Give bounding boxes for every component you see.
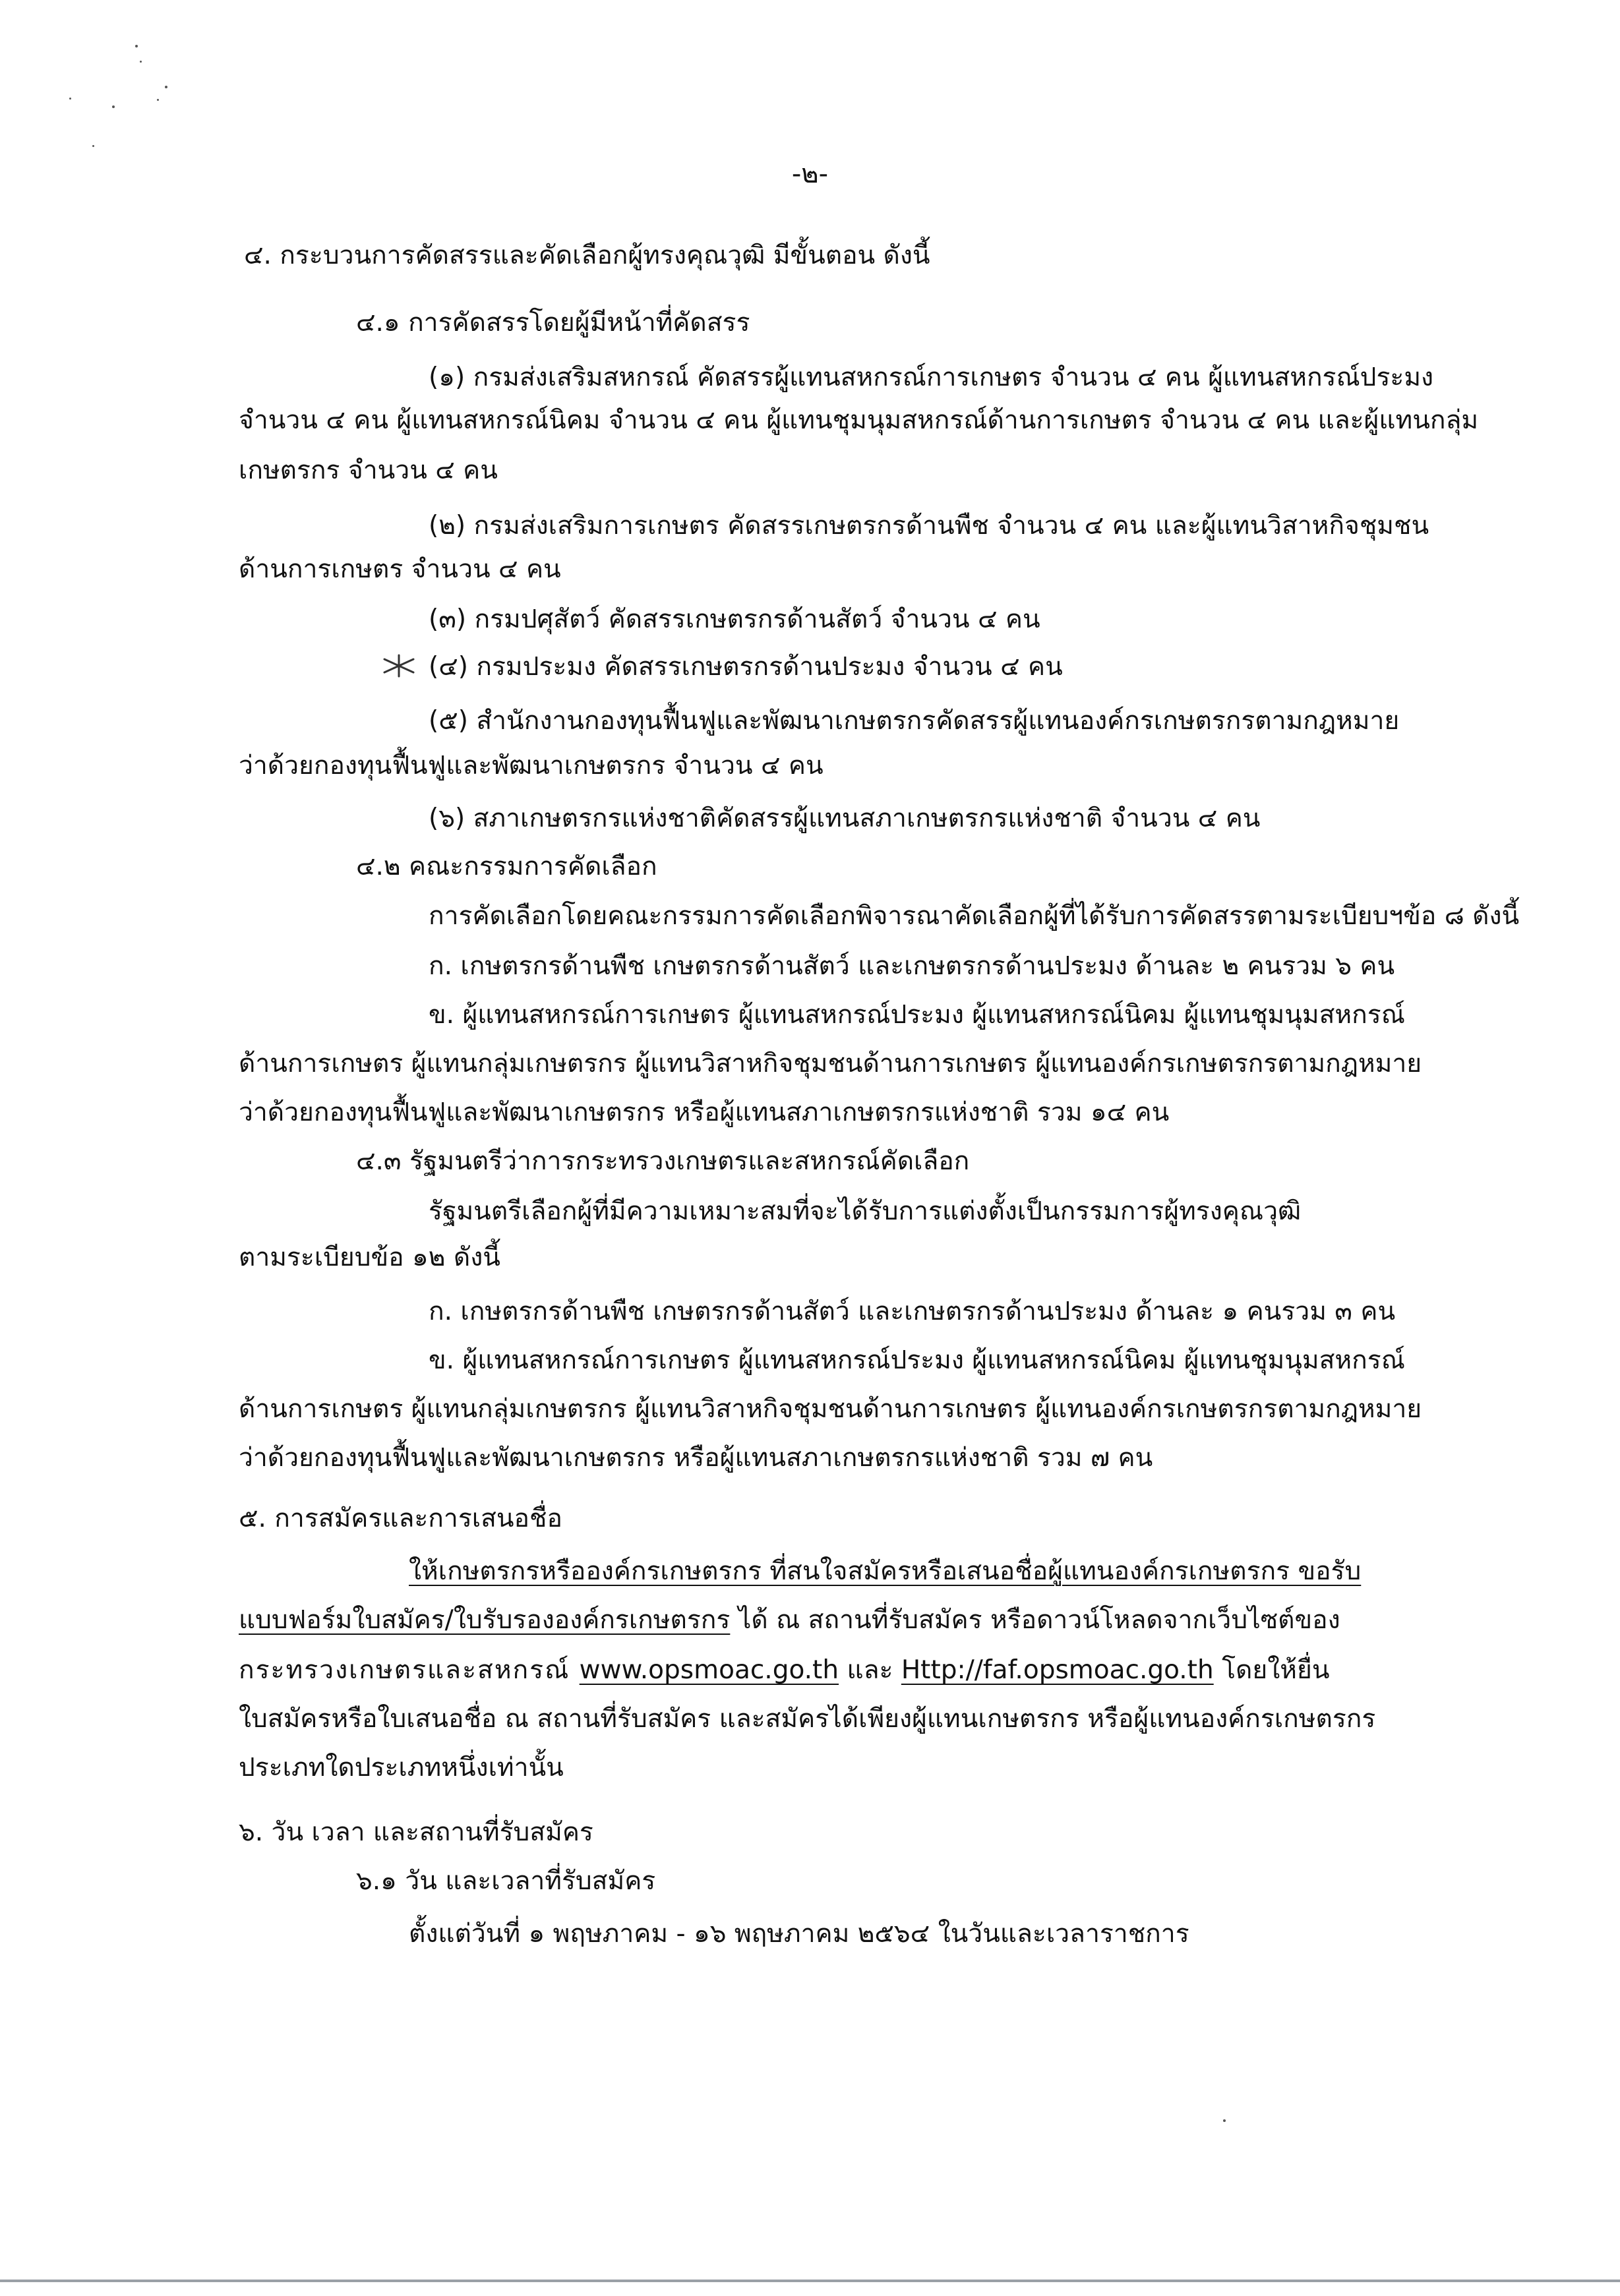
paragraph-line: ว่าด้วยกองทุนฟื้นฟูและพัฒนาเกษตรกร จำนวน ๔ คน	[239, 751, 824, 780]
paragraph-line: (๕) สำนักงานกองทุนฟื้นฟูและพัฒนาเกษตรกรคัดสรรผู้แทนองค์กรเกษตรกรตามกฎหมาย	[429, 706, 1400, 736]
paragraph-line: (๑) กรมส่งเสริมสหกรณ์ คัดสรรผู้แทนสหกรณ์การเกษตร จำนวน ๔ คน ผู้แทนสหกรณ์ประมง	[429, 363, 1434, 392]
paragraph-text: และ	[839, 1655, 901, 1685]
scan-edge-line	[0, 2280, 1620, 2282]
paragraph-line: ได้ ณ สถานที่รับสมัคร หรือดาวน์โหลดจากเว็บไซต์ของ	[730, 1605, 1340, 1635]
paragraph-line: เกษตรกร จำนวน ๔ คน	[239, 456, 498, 485]
paragraph-line: ข. ผู้แทนสหกรณ์การเกษตร ผู้แทนสหกรณ์ประมง ผู้แทนสหกรณ์นิคม ผู้แทนชุมนุมสหกรณ์	[429, 1345, 1405, 1375]
paragraph-line: ก. เกษตรกรด้านพืช เกษตรกรด้านสัตว์ และเกษตรกรด้านประมง ด้านละ ๒ คนรวม ๖ คน	[429, 951, 1395, 981]
paragraph-line: ใบสมัครหรือใบเสนอชื่อ ณ สถานที่รับสมัคร และสมัครได้เพียงผู้แทนเกษตรกร หรือผู้แทนองค์กรเกษตรกร	[239, 1704, 1376, 1734]
section-5-heading: ๕. การสมัครและการเสนอชื่อ	[239, 1504, 562, 1533]
section-4-2-heading: ๔.๒ คณะกรรมการคัดเลือก	[356, 852, 657, 881]
paragraph-text: โดยให้ยื่น	[1213, 1655, 1330, 1685]
paragraph-line: ตั้งแต่วันที่ ๑ พฤษภาคม - ๑๖ พฤษภาคม ๒๕๖๔ ในวันและเวลาราชการ	[409, 1919, 1189, 1949]
paragraph-line: จำนวน ๔ คน ผู้แทนสหกรณ์นิคม จำนวน ๔ คน ผู้แทนชุมนุมสหกรณ์ด้านการเกษตร จำนวน ๔ คน และผู้แทนกลุ่ม	[239, 405, 1479, 435]
paragraph-line: (๔) กรมประมง คัดสรรเกษตรกรด้านประมง จำนวน ๔ คน	[429, 652, 1063, 682]
section-6-1-heading: ๖.๑ วัน และเวลาที่รับสมัคร	[356, 1866, 656, 1896]
paragraph-line: ด้านการเกษตร ผู้แทนกลุ่มเกษตรกร ผู้แทนวิสาหกิจชุมชนด้านการเกษตร ผู้แทนองค์กรเกษตรกรตามกฎหมาย	[239, 1394, 1422, 1424]
section-4-3-heading: ๔.๓ รัฐมนตรีว่าการกระทรวงเกษตรและสหกรณ์คัดเลือก	[356, 1146, 970, 1176]
page-number: -๒-	[791, 159, 829, 189]
paragraph-line: (๓) กรมปศุสัตว์ คัดสรรเกษตรกรด้านสัตว์ จำนวน ๔ คน	[429, 604, 1040, 634]
website-link-opsmoac[interactable]: www.opsmoac.go.th	[579, 1655, 839, 1685]
paragraph-line: ก. เกษตรกรด้านพืช เกษตรกรด้านสัตว์ และเกษตรกรด้านประมง ด้านละ ๑ คนรวม ๓ คน	[429, 1297, 1396, 1326]
paragraph-line: ว่าด้วยกองทุนฟื้นฟูและพัฒนาเกษตรกร หรือผู้แทนสภาเกษตรกรแห่งชาติ รวม ๑๔ คน	[239, 1098, 1170, 1127]
paragraph-line: (๒) กรมส่งเสริมการเกษตร คัดสรรเกษตรกรด้านพืช จำนวน ๔ คน และผู้แทนวิสาหกิจชุมชน	[429, 511, 1429, 541]
form-name-underlined: แบบฟอร์มใบสมัคร/ใบรับรององค์กรเกษตรกร	[239, 1605, 731, 1635]
paragraph-line: การคัดเลือกโดยคณะกรรมการคัดเลือกพิจารณาคัดเลือกผู้ที่ได้รับการคัดสรรตามระเบียบฯข้อ ๘ ดังนี้	[429, 901, 1520, 931]
section-4-1-heading: ๔.๑ การคัดสรรโดยผู้มีหน้าที่คัดสรร	[356, 308, 750, 338]
paragraph-line: (๖) สภาเกษตรกรแห่งชาติคัดสรรผู้แทนสภาเกษตรกรแห่งชาติ จำนวน ๔ คน	[429, 804, 1261, 833]
paragraph-line: ประเภทใดประเภทหนึ่งเท่านั้น	[239, 1753, 564, 1782]
paragraph-text: กระทรวงเกษตรและสหกรณ์	[239, 1655, 580, 1685]
section-6-heading: ๖. วัน เวลา และสถานที่รับสมัคร	[239, 1817, 593, 1847]
paragraph-line: ด้านการเกษตร จำนวน ๔ คน	[239, 554, 561, 584]
paragraph-line-underlined: ให้เกษตรกรหรือองค์กรเกษตรกร ที่สนใจสมัครหรือเสนอชื่อผู้แทนองค์กรเกษตรกร ขอรับ	[409, 1556, 1362, 1586]
paragraph-line: รัฐมนตรีเลือกผู้ที่มีความเหมาะสมที่จะได้รับการแต่งตั้งเป็นกรรมการผู้ทรงคุณวุฒิ	[429, 1196, 1302, 1226]
paragraph-line: ด้านการเกษตร ผู้แทนกลุ่มเกษตรกร ผู้แทนวิสาหกิจชุมชนด้านการเกษตร ผู้แทนองค์กรเกษตรกรตามกฎหมาย	[239, 1049, 1422, 1078]
paragraph-line: ข. ผู้แทนสหกรณ์การเกษตร ผู้แทนสหกรณ์ประมง ผู้แทนสหกรณ์นิคม ผู้แทนชุมนุมสหกรณ์	[429, 1000, 1405, 1030]
paragraph-line: ตามระเบียบข้อ ๑๒ ดังนี้	[239, 1243, 500, 1272]
paragraph-line: ว่าด้วยกองทุนฟื้นฟูและพัฒนาเกษตรกร หรือผู้แทนสภาเกษตรกรแห่งชาติ รวม ๗ คน	[239, 1443, 1153, 1473]
website-link-faf[interactable]: Http://faf.opsmoac.go.th	[901, 1655, 1214, 1685]
section-4-heading: ๔. กระบวนการคัดสรรและคัดเลือกผู้ทรงคุณวุฒิ มีขั้นตอน ดังนี้	[244, 241, 930, 270]
